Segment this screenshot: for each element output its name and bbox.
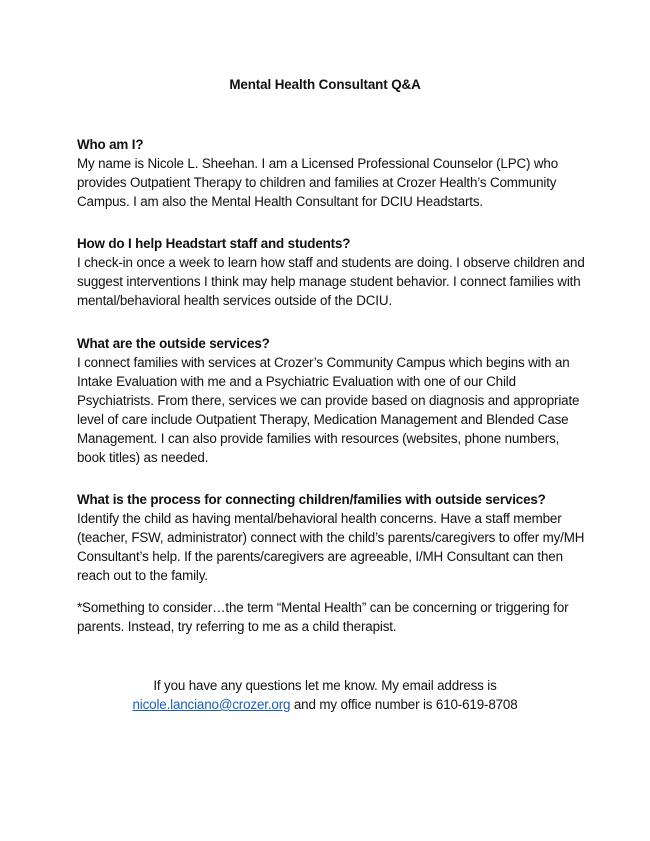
section-heading: Who am I? [77, 137, 144, 152]
section-body: I connect families with services at Crozer’s Community Campus which begins with an Intake Evaluation with me and a Psychiatric Evaluation with one of our Child Psychiatrists. From there, services we can provide based on diagnosis and appropriate level of care include Outpatient Therapy, Medication Management and Blended Case Management. I can also provide families with resources (websites, phone numbers, book titles) as needed. [77, 355, 580, 465]
page-title: Mental Health Consultant Q&A [229, 77, 421, 92]
contact-footer [0, 676, 650, 714]
section-process [77, 490, 587, 585]
section-heading: What is the process for connecting children/families with outside services? [77, 492, 546, 507]
section-body: My name is Nicole L. Sheehan. I am a Licensed Professional Counselor (LPC) who provides Outpatient Therapy to children and families at Crozer Health’s Community Campus. I am also the Mental Health Consultant for DCIU Headstarts. [77, 156, 559, 209]
email-link[interactable]: nicole.lanciano@crozer.org [132, 697, 291, 712]
section-heading: What are the outside services? [77, 336, 270, 351]
consideration-note: *Something to consider…the term “Mental Health” can be concerning or triggering for parents. Instead, try referring to me as a child therapist. [77, 600, 569, 634]
section-outside-services [77, 334, 587, 467]
section-who-am-i [77, 135, 587, 211]
contact-line-2 [0, 695, 650, 714]
section-heading: How do I help Headstart staff and students? [77, 236, 351, 251]
section-body: I check-in once a week to learn how staff and students are doing. I observe children and suggest interventions I think may help manage student behavior. I connect families with mental/behavioral health services outside of the DCIU. [77, 255, 585, 308]
section-body: Identify the child as having mental/behavioral health concerns. Have a staff member (teacher, FSW, administrator) connect with the child’s parents/caregivers to offer my/MH Consultant’s help. If the parents/caregivers are agreeable, I/MH Consultant can then reach out to the family. [77, 511, 585, 583]
section-how-i-help [77, 234, 587, 310]
contact-line-1: If you have any questions let me know. My email address is [153, 678, 497, 693]
office-number-text: and my office number is 610-619-8708 [290, 697, 518, 712]
